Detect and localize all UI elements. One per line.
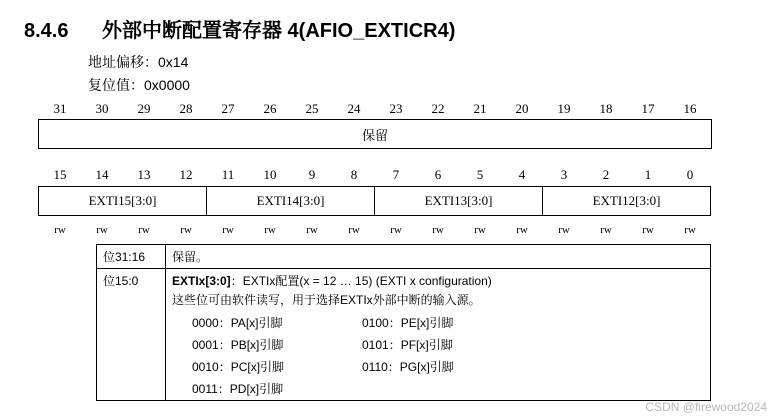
access-type: rw [222, 224, 234, 236]
field-summary: ：EXTIx配置(x = 12 … 15) (EXTI x configuration) [230, 274, 492, 288]
bits-cell: 位15:0 [97, 269, 166, 401]
bit-field [542, 186, 711, 216]
access-type: rw [348, 224, 360, 236]
bit-field-label: EXTI13[3:0] [424, 193, 493, 208]
config-option: 0100：PE[x]引脚 [362, 316, 454, 330]
bit-number: 11 [221, 167, 235, 182]
bit-number: 1 [644, 167, 652, 182]
bit-number: 26 [263, 101, 277, 116]
section-number: 8.4.6 [24, 20, 69, 42]
config-option: 0110：PG[x]引脚 [362, 360, 454, 374]
access-type: rw [684, 224, 696, 236]
bit-number: 29 [137, 101, 151, 116]
reserved-field [38, 119, 712, 149]
config-option: 0101：PF[x]引脚 [362, 338, 453, 352]
config-option: 0000：PA[x]引脚 [192, 316, 283, 330]
address-offset: 地址偏移：0x14 [88, 54, 189, 70]
bit-field-label: EXTI14[3:0] [256, 193, 325, 208]
bit-number: 2 [602, 167, 610, 182]
bit-number: 20 [515, 101, 529, 116]
bit-number: 13 [137, 167, 151, 182]
access-type: rw [54, 224, 66, 236]
bit-number: 30 [95, 101, 109, 116]
bit-number: 16 [683, 101, 697, 116]
bit-number: 17 [641, 101, 655, 116]
bit-number: 27 [221, 101, 235, 116]
bit-number: 18 [599, 101, 613, 116]
bit-number: 14 [95, 167, 109, 182]
config-options [192, 314, 704, 397]
access-type: rw [180, 224, 192, 236]
bit-number: 28 [179, 101, 193, 116]
bit-number: 3 [560, 167, 568, 182]
access-type: rw [600, 224, 612, 236]
field-name: EXTIx[3:0] [172, 274, 231, 288]
bit-field-label: EXTI12[3:0] [592, 193, 661, 208]
bit-number: 10 [263, 167, 277, 182]
table-row [97, 269, 711, 401]
access-type: rw [558, 224, 570, 236]
description-cell: 保留。 [166, 245, 711, 269]
bit-field-label: EXTI15[3:0] [88, 193, 157, 208]
bit-number: 7 [392, 167, 400, 182]
bit-field [38, 186, 207, 216]
bit-number: 5 [476, 167, 484, 182]
bit-number: 12 [179, 167, 193, 182]
bit-number: 4 [518, 167, 526, 182]
bit-number: 25 [305, 101, 319, 116]
reserved-label: 保留 [361, 127, 388, 143]
bit-number: 22 [431, 101, 445, 116]
access-type: rw [516, 224, 528, 236]
access-type: rw [306, 224, 318, 236]
bit-number: 19 [557, 101, 571, 116]
access-type: rw [474, 224, 486, 236]
bit-number: 0 [686, 167, 694, 182]
bit-number: 15 [53, 167, 67, 182]
bit-number: 23 [389, 101, 403, 116]
watermark: CSDN @firewood2024 [645, 400, 767, 414]
section-title [24, 14, 455, 43]
table-row [97, 245, 711, 269]
config-option: 0011：PD[x]引脚 [192, 382, 284, 396]
bit-number: 8 [350, 167, 358, 182]
bit-field [206, 186, 375, 216]
bit-number: 6 [434, 167, 442, 182]
access-type: rw [642, 224, 654, 236]
description-cell [166, 269, 711, 401]
config-option: 0010：PC[x]引脚 [192, 360, 285, 374]
access-type: rw [96, 224, 108, 236]
bits-cell: 位31:16 [97, 245, 166, 269]
access-type: rw [264, 224, 276, 236]
bit-number: 21 [473, 101, 487, 116]
config-option: 0001：PB[x]引脚 [192, 338, 284, 352]
reset-value: 复位值：0x0000 [88, 77, 190, 93]
bit-number: 9 [308, 167, 316, 182]
field-detail: 这些位可由软件读写，用于选择EXTIx外部中断的输入源。 [172, 293, 481, 307]
access-type: rw [138, 224, 150, 236]
access-type: rw [390, 224, 402, 236]
access-type: rw [432, 224, 444, 236]
bit-description-table [96, 244, 711, 401]
bit-number: 24 [347, 101, 361, 116]
bit-field [374, 186, 543, 216]
section-heading: 外部中断配置寄存器 4(AFIO_EXTICR4) [102, 20, 456, 42]
bit-number: 31 [53, 101, 67, 116]
